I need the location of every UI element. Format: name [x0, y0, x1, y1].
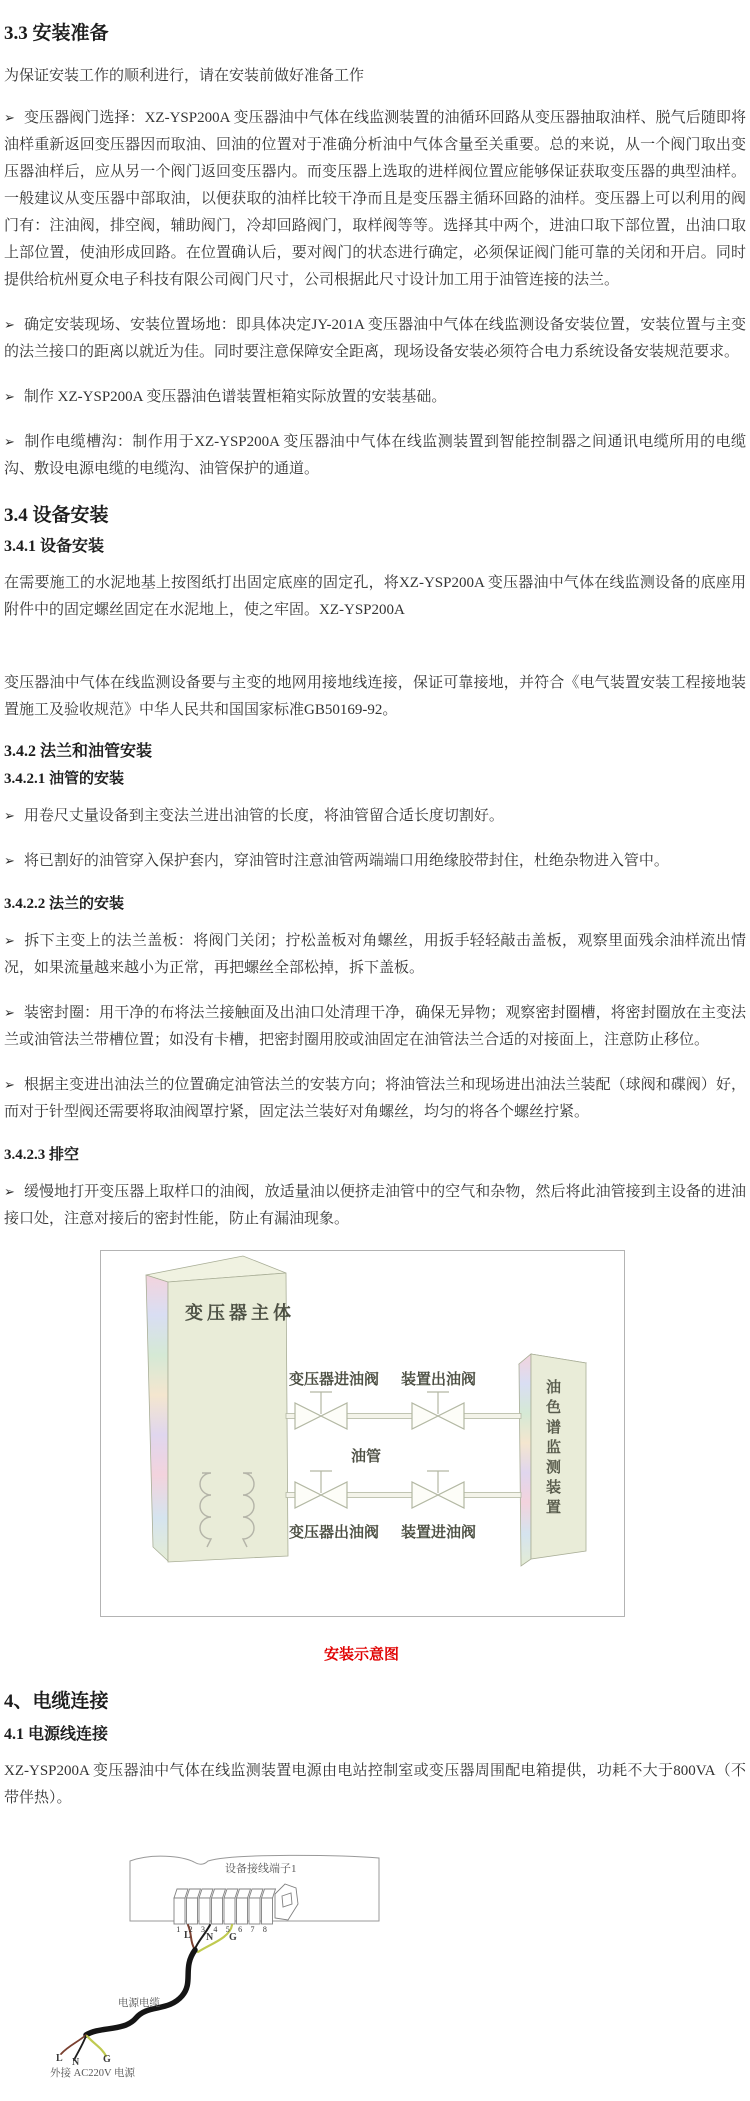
terminal-number: 5	[225, 1925, 230, 1934]
bullet-pipe-2	[4, 847, 746, 875]
heading-3-4-2-2: 3.4.2.2 法兰的安装	[4, 896, 125, 912]
terminal-strip-label: 设备接线端子1	[225, 1863, 297, 1875]
bullet-marker: ➢	[4, 853, 15, 868]
power-cable	[86, 1950, 195, 2035]
bullet-marker: ➢	[4, 933, 15, 948]
bullet-marker: ➢	[4, 1005, 15, 1020]
oil-pipe-label: 油管	[351, 1449, 382, 1465]
label-L-top: L	[184, 1930, 191, 1941]
device-inlet-valve-label: 装置进油阀	[401, 1525, 477, 1541]
top-oil-pipe	[286, 1392, 521, 1429]
bullet-text: 制作 XZ-YSP200A 变压器油色谱装置柜箱实际放置的安装基础。	[23, 389, 447, 405]
label-G-bottom: G	[103, 2054, 111, 2065]
bullet-valve-selection	[4, 104, 746, 294]
heading-3-3: 3.3 安装准备	[4, 23, 109, 44]
heading-3-4-1: 3.4.1 设备安装	[4, 538, 105, 555]
terminal-number: 2	[188, 1925, 193, 1934]
para-device-install-2: 变压器油中气体在线监测设备要与主变的地网用接地线连接，保证可靠接地，并符合《电气装置安装工程接地装置施工及验收规范》中华人民共和国国家标准GB50169-92。	[4, 675, 746, 718]
bullet-cable-trench	[4, 428, 746, 483]
terminal-number: 7	[250, 1925, 255, 1934]
transformer-inlet-valve-label: 变压器进油阀	[289, 1372, 380, 1388]
label-G-top: G	[229, 1932, 237, 1943]
heading-3-4-2: 3.4.2 法兰和油管安装	[4, 743, 153, 760]
transformer-outlet-valve-label: 变压器出油阀	[289, 1525, 380, 1541]
external-power-label: 外接 AC220V 电源	[50, 2068, 135, 2079]
heading-4-1: 4.1 电源线连接	[4, 1726, 109, 1743]
bullet-flange-1	[4, 927, 746, 982]
bullet-text: 变压器阀门选择：XZ-YSP200A 变压器油中气体在线监测装置的油循环回路从变压器抽取油样、脱气后随即将油样重新返回变压器因而取油、回油的位置对于准确分析油中气体含量至关重要。总的来说，从一个阀门取出变压器油样后，应从另一个阀门返回变压器内。而变压器上选取的进样阀位置应能够保证获取变压器的典型油样。一般建议从变压器中部取油，以便获取的油样比较干净而且是变压器主循环回路的油样。变压器上可以利用的阀门有：注油阀，排空阀，辅助阀门，冷却回路阀门，取样阀等等。选择其中两个，进油口取下部位置，出油口取上部位置，使油形成回路。在位置确认后，要对阀门的状态进行确定，必须保证阀门能可靠的关闭和开启。同时提供给杭州夏众电子科技有限公司阀门尺寸，公司根据此尺寸设计加工用于油管连接的法兰。	[4, 110, 746, 288]
transformer-inlet-valve-icon	[295, 1392, 347, 1429]
terminal-number: 4	[213, 1925, 218, 1934]
intro-paragraph: 为保证安装工作的顺利进行，请在安装前做好准备工作	[4, 68, 365, 84]
bullet-marker: ➢	[4, 110, 15, 125]
bullet-marker: ➢	[4, 317, 15, 332]
bullet-marker: ➢	[4, 1184, 15, 1199]
transformer-outlet-valve-icon	[295, 1471, 347, 1508]
device-outlet-valve-label: 装置出油阀	[401, 1372, 477, 1388]
label-N-top: N	[206, 1932, 214, 1943]
bullet-text: 缓慢地打开变压器上取样口的油阀，放适量油以便挤走油管中的空气和杂物，然后将此油管接到主设备的进油接口处，注意对接后的密封性能，防止有漏油现象。	[4, 1184, 746, 1227]
device-outlet-valve-icon	[412, 1392, 464, 1429]
bullet-marker: ➢	[4, 1077, 15, 1092]
bullet-venting	[4, 1178, 746, 1233]
terminal-number: 8	[262, 1925, 267, 1934]
bullet-text: 根据主变进出油法兰的位置确定油管法兰的安装方向；将油管法兰和现场进出油法兰装配（球阀和碟阀）好，而对于针型阀还需要将取油阀罩拧紧，固定法兰装好对角螺丝，均匀的将各个螺丝拧紧。	[4, 1077, 746, 1120]
bullet-foundation	[4, 383, 746, 411]
heading-3-4-2-3: 3.4.2.3 排空	[4, 1147, 80, 1163]
label-N-bottom: N	[72, 2057, 80, 2068]
transformer-body-label: 变压器主体	[185, 1303, 295, 1323]
heading-3-4: 3.4 设备安装	[4, 505, 109, 526]
bullet-text: 装密封圈：用干净的布将法兰接触面及出油口处清理干净，确保无异物；观察密封圈槽，将密封圈放在主变法兰或油管法兰带槽位置；如没有卡槽，把密封圈用胶或油固定在油管法兰合适的对接面上，注意防止移位。	[4, 1005, 746, 1048]
terminal-number: 6	[238, 1925, 243, 1934]
power-cable-label: 电源电缆	[118, 1998, 160, 2009]
wiring-diagram	[42, 1846, 472, 2089]
device-inlet-valve-icon	[412, 1471, 464, 1508]
heading-3-4-2-1: 3.4.2.1 油管的安装	[4, 771, 125, 787]
label-L-bottom: L	[56, 2053, 63, 2064]
bullet-site-selection	[4, 311, 746, 366]
power-wires	[61, 1925, 232, 2060]
installation-diagram	[100, 1250, 625, 1617]
bullet-text: 用卷尺丈量设备到主变法兰进出油管的长度，将油管留合适长度切割好。	[23, 808, 504, 824]
terminal-number: 3	[200, 1925, 205, 1934]
bullet-marker: ➢	[4, 808, 15, 823]
bullet-text: 制作电缆槽沟：制作用于XZ-YSP200A 变压器油中气体在线监测装置到智能控制器之间通讯电缆所用的电缆沟、敷设电源电缆的电缆沟、油管保护的通道。	[4, 434, 746, 477]
terminal-number: 1	[176, 1925, 181, 1934]
diagram-caption: 安装示意图	[323, 1647, 399, 1663]
bullet-pipe-1	[4, 802, 746, 830]
bullet-marker: ➢	[4, 434, 15, 449]
bullet-flange-3	[4, 1071, 746, 1126]
para-power-supply: XZ-YSP200A 变压器油中气体在线监测装置电源由电站控制室或变压器周围配电箱提供，功耗不大于800VA（不带伴热）。	[4, 1763, 746, 1806]
wiring-diagram-art	[42, 1846, 472, 2089]
para-device-install-1: 在需要施工的水泥地基上按图纸打出固定底座的固定孔，将XZ-YSP200A 变压器油中气体在线监测设备的底座用附件中的固定螺丝固定在水泥地上，使之牢固。XZ-YSP200A	[4, 575, 746, 618]
bottom-oil-pipe	[286, 1471, 521, 1508]
heading-4: 4、电缆连接	[4, 1691, 109, 1712]
bullet-marker: ➢	[4, 389, 15, 404]
bullet-text: 确定安装现场、安装位置场地：即具体决定JY-201A 变压器油中气体在线监测设备安装位置，安装位置与主变的法兰接口的距离以就近为佳。同时要注意保障安全距离，现场设备安装必须符合电力系统设备安装规范要求。	[4, 317, 746, 360]
monitor-device-label: 油色谱监测装置	[544, 1379, 560, 1519]
bullet-text: 将已割好的油管穿入保护套内，穿油管时注意油管两端端口用绝缘胶带封住，杜绝杂物进入管中。	[23, 853, 669, 869]
bullet-flange-2	[4, 999, 746, 1054]
bullet-text: 拆下主变上的法兰盖板：将阀门关闭；拧松盖板对角螺丝，用扳手轻轻敲击盖板，观察里面残余油样流出情况，如果流量越来越小为正常，再把螺丝全部松掉，拆下盖板。	[4, 933, 746, 976]
